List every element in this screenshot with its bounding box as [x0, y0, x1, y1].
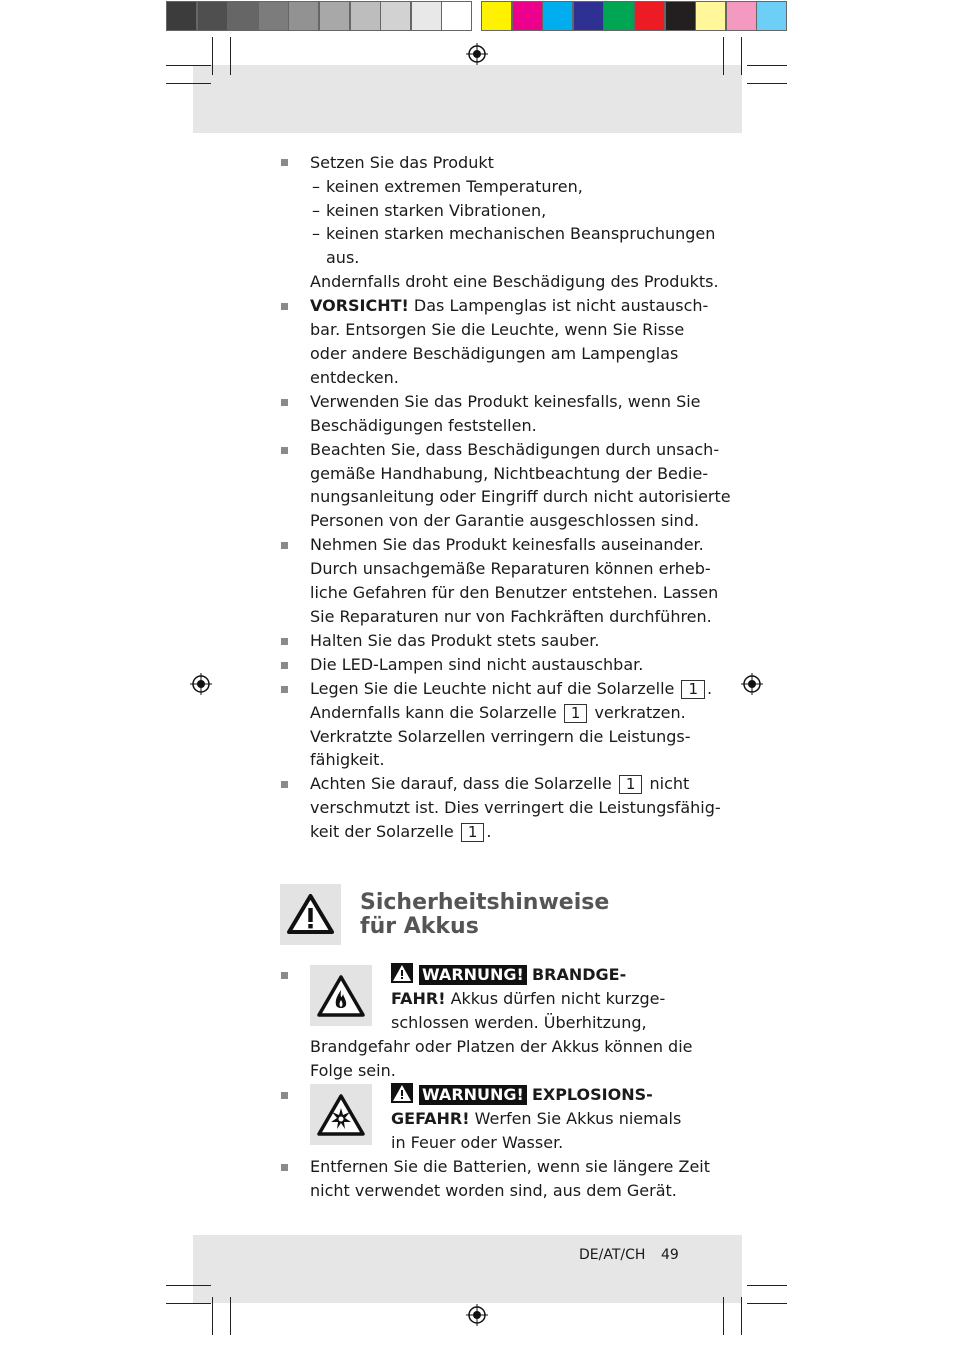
text-line: Andernfalls droht eine Beschädigung des Produkts.: [310, 272, 719, 291]
text-line: Sie Reparaturen nur von Fachkräften durchführen.: [310, 607, 712, 626]
bullet-icon: [281, 399, 288, 406]
color-swatch: [695, 1, 726, 31]
warning-triangle-icon: [391, 963, 413, 983]
color-swatch: [481, 1, 512, 31]
color-swatch: [665, 1, 696, 31]
text-line: Halten Sie das Produkt stets sauber.: [310, 631, 600, 650]
text-line: in Feuer oder Wasser.: [391, 1133, 564, 1152]
text-line: [310, 701, 686, 725]
bullet-icon: [281, 159, 288, 166]
crop-mark: [230, 1297, 231, 1335]
crop-mark: [747, 1303, 787, 1304]
text-line: nungsanleitung oder Eingriff durch nicht autorisierte: [310, 487, 731, 506]
text-line: oder andere Beschädigungen am Lampenglas: [310, 344, 679, 363]
text-line: [310, 820, 492, 844]
color-swatch: [512, 1, 543, 31]
text-line: Verkratzte Solarzellen verringern die Leistungs-: [310, 727, 691, 746]
page-number: 49: [661, 1247, 679, 1263]
crop-mark: [212, 1297, 213, 1335]
crop-mark: [741, 37, 742, 75]
crop-mark: [166, 1285, 211, 1286]
warning-badge: WARNUNG!: [419, 1085, 527, 1105]
text-span: Das Lampenglas ist nicht austausch-: [408, 296, 709, 315]
text-line: [391, 1107, 681, 1131]
text-line: liche Gefahren für den Benutzer entstehen. Lassen: [310, 583, 719, 602]
warning-triangle-icon: [280, 884, 341, 945]
bullet-icon: [281, 638, 288, 645]
crop-mark: [230, 37, 231, 75]
section-title: Sicherheitshinweise: [360, 890, 610, 915]
text-line: keinen starken Vibrationen,: [326, 201, 547, 220]
bullet-icon: [281, 662, 288, 669]
explosion-hazard-icon-box: [310, 1084, 372, 1145]
crop-mark: [741, 1297, 742, 1335]
gray-swatch: [350, 1, 381, 31]
footer-region: DE/AT/CH: [579, 1247, 646, 1263]
gray-swatch: [258, 1, 289, 31]
text-span: keit der Solarzelle: [310, 822, 454, 841]
flammable-warning-icon: [310, 965, 372, 1026]
text-line: [310, 772, 689, 796]
text-line: [391, 963, 626, 987]
crop-mark: [212, 37, 213, 75]
color-swatch: [603, 1, 634, 31]
gray-swatch: [227, 1, 258, 31]
text-line: fähigkeit.: [310, 750, 385, 769]
text-span: Legen Sie die Leuchte nicht auf die Solarzelle: [310, 679, 675, 698]
text-line: keinen starken mechanischen Beanspruchungen: [326, 224, 716, 243]
text-span: Akkus dürfen nicht kurzge-: [445, 989, 666, 1008]
text-span: Werfen Sie Akkus niemals: [469, 1109, 682, 1128]
gray-swatch: [319, 1, 350, 31]
hazard-label: EXPLOSIONS-: [531, 1085, 653, 1104]
text-line: verschmutzt ist. Dies verringert die Leistungsfähig-: [310, 798, 721, 817]
text-line: Beachten Sie, dass Beschädigungen durch unsach-: [310, 440, 720, 459]
text-span: Achten Sie darauf, dass die Solarzelle: [310, 774, 612, 793]
text-span: nicht: [649, 774, 690, 793]
text-line: nicht verwendet worden sind, aus dem Gerät.: [310, 1181, 677, 1200]
bullet-icon: [281, 447, 288, 454]
text-line: Die LED-Lampen sind nicht austauschbar.: [310, 655, 644, 674]
gray-swatch: [411, 1, 442, 31]
text-span: verkratzen.: [594, 703, 686, 722]
text-line: Verwenden Sie das Produkt keinesfalls, wenn Sie: [310, 392, 701, 411]
header-band: [193, 65, 742, 133]
hazard-label: BRANDGE-: [531, 965, 627, 984]
crop-mark: [747, 1285, 787, 1286]
part-ref-badge: 1: [461, 823, 485, 842]
text-line: [310, 294, 708, 318]
hazard-label: FAHR!: [391, 989, 446, 1008]
color-swatch: [634, 1, 665, 31]
text-line: Entfernen Sie die Batterien, wenn sie längere Zeit: [310, 1157, 710, 1176]
part-ref-badge: 1: [619, 775, 643, 794]
crop-mark: [747, 83, 787, 84]
text-span: Andernfalls kann die Solarzelle: [310, 703, 557, 722]
text-span: .: [707, 679, 713, 698]
text-line: entdecken.: [310, 368, 399, 387]
crop-mark: [747, 65, 787, 66]
text-line: Setzen Sie das Produkt: [310, 153, 494, 172]
text-span: .: [486, 822, 492, 841]
section-title: für Akkus: [360, 914, 479, 939]
bullet-icon: [281, 303, 288, 310]
crop-mark: [166, 83, 211, 84]
gray-swatch: [197, 1, 228, 31]
gray-swatch: [288, 1, 319, 31]
registration-mark-icon: [190, 673, 212, 695]
hazard-label: GEFAHR!: [391, 1109, 470, 1128]
bullet-icon: [281, 781, 288, 788]
text-line: [391, 1083, 653, 1107]
part-ref-badge: 1: [564, 704, 588, 723]
explosive-warning-icon: [310, 1084, 372, 1145]
section-icon-box: [280, 884, 341, 945]
text-line: keinen extremen Temperaturen,: [326, 177, 583, 196]
dash-marker: –: [312, 177, 320, 196]
part-ref-badge: 1: [681, 680, 705, 699]
text-line: gemäße Handhabung, Nichtbeachtung der Bedie-: [310, 464, 709, 483]
crop-mark: [723, 1297, 724, 1335]
caution-label: VORSICHT!: [310, 296, 409, 315]
dash-marker: –: [312, 224, 320, 243]
fire-hazard-icon-box: [310, 965, 372, 1026]
text-line: Beschädigungen feststellen.: [310, 416, 537, 435]
text-line: Durch unsachgemäße Reparaturen können erheb-: [310, 559, 711, 578]
text-line: aus.: [326, 248, 360, 267]
text-line: Nehmen Sie das Produkt keinesfalls auseinander.: [310, 535, 704, 554]
color-swatch: [756, 1, 787, 31]
bullet-icon: [281, 1164, 288, 1171]
crop-mark: [166, 65, 211, 66]
warning-triangle-icon: [391, 1083, 413, 1103]
text-line: [391, 987, 665, 1011]
color-swatch: [542, 1, 573, 31]
footer-band: [193, 1235, 742, 1303]
warning-badge: WARNUNG!: [419, 965, 527, 985]
bullet-icon: [281, 686, 288, 693]
registration-mark-icon: [466, 1304, 488, 1326]
color-swatch: [573, 1, 604, 31]
bullet-icon: [281, 542, 288, 549]
text-line: [310, 677, 712, 701]
text-line: Personen von der Garantie ausgeschlossen sind.: [310, 511, 700, 530]
text-line: Folge sein.: [310, 1061, 396, 1080]
color-swatch: [726, 1, 757, 31]
gray-swatch: [441, 1, 472, 31]
registration-mark-icon: [466, 43, 488, 65]
registration-mark-icon: [741, 673, 763, 695]
bullet-icon: [281, 1092, 288, 1099]
gray-swatch: [166, 1, 197, 31]
text-line: Brandgefahr oder Platzen der Akkus können die: [310, 1037, 693, 1056]
crop-mark: [723, 37, 724, 75]
crop-mark: [166, 1303, 211, 1304]
text-line: bar. Entsorgen Sie die Leuchte, wenn Sie Risse: [310, 320, 685, 339]
bullet-icon: [281, 972, 288, 979]
gray-swatch: [380, 1, 411, 31]
dash-marker: –: [312, 201, 320, 220]
text-line: schlossen werden. Überhitzung,: [391, 1013, 647, 1032]
